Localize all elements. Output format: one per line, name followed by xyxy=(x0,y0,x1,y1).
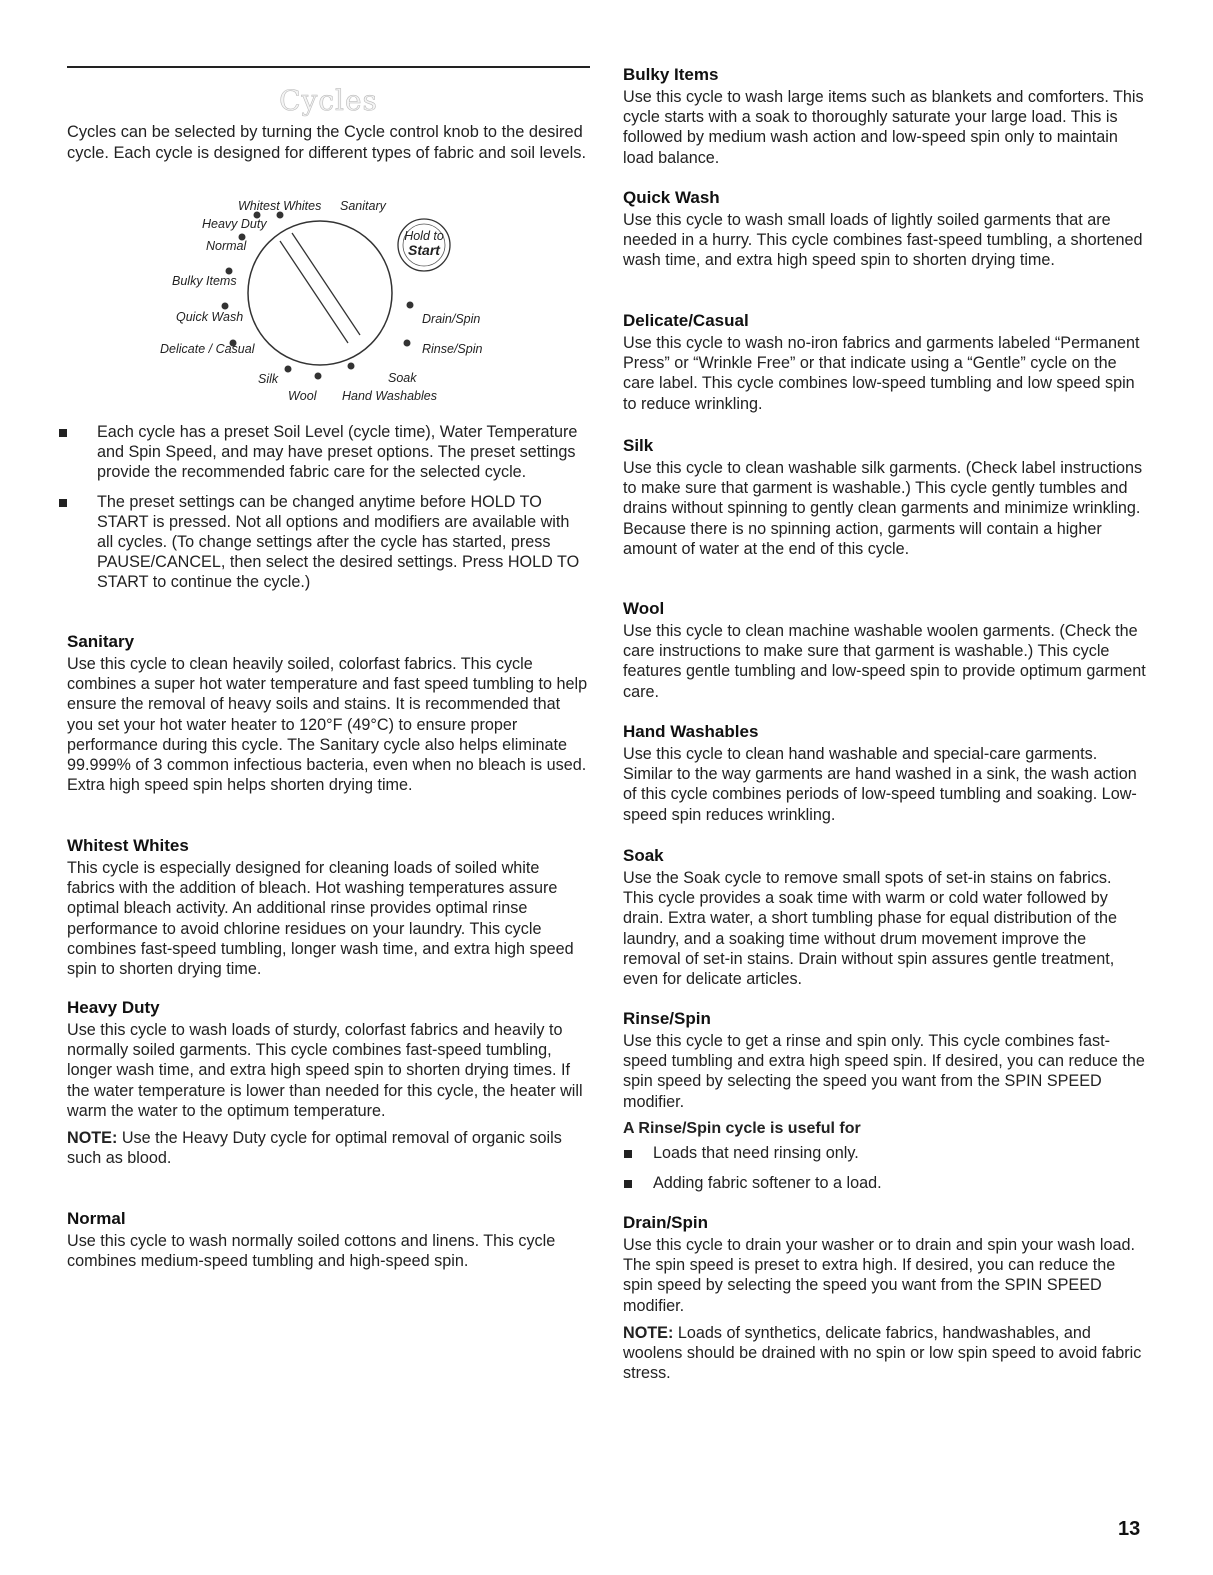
section-heading: Delicate/Casual xyxy=(623,311,749,330)
section-quick-wash xyxy=(623,187,1146,271)
note-label: NOTE: xyxy=(67,1129,118,1148)
hold-to-label: Hold to xyxy=(404,229,444,243)
start-label: Start xyxy=(408,242,440,258)
dial-label-delicate-casual: Delicate / Casual xyxy=(160,342,255,356)
intro-paragraph: Cycles can be selected by turning the Cycle control knob to the desired cycle. Each cycle is designed for different types of fabric and soil levels. xyxy=(67,123,586,162)
section-body: Use this cycle to drain your washer or to drain and spin your wash load. The spin speed is preset to extra high. If desired, you can reduce the spin speed by selecting the speed you want from the SPIN SPEED modifier. xyxy=(623,1236,1135,1315)
bullet-icon xyxy=(59,429,67,437)
section-heading: Normal xyxy=(67,1209,126,1228)
bullet-icon xyxy=(59,499,67,507)
section-body: Use the Soak cycle to remove small spots of set-in stains on fabrics. This cycle provides a soak time with warm or cold water followed by drain. Extra water, a short tumbling phase for equal distribution of the laundry, and a soaking time without drum movement improve the removal of set-in stains. Drain without spin assures gentle treatment, even for delicate articles. xyxy=(623,869,1117,989)
list-item: The preset settings can be changed anytime before HOLD TO START is pressed. Not all options and modifiers are available with all cycles. (To change settings after the cycle has started, press PAUSE/CANCEL, then select the desired settings. Press HOLD TO START to continue the cycle.) xyxy=(57,492,590,593)
section-hand-washables xyxy=(623,721,1146,825)
section-body: Use this cycle to clean washable silk garments. (Check label instructions to make sure that garment is washable.) This cycle gently tumbles and drains without spinning to gently clean garments and minimize wrinkling. Because there is no spinning action, garments will contain a higher amount of water at the end of this cycle. xyxy=(623,459,1143,558)
section-heading: Sanitary xyxy=(67,632,135,651)
page-title: Cycles xyxy=(279,84,378,117)
section-heading: Silk xyxy=(623,436,654,455)
list-item: Adding fabric softener to a load. xyxy=(623,1173,1146,1193)
dial-label-soak: Soak xyxy=(388,371,417,385)
dial-label-drain-spin: Drain/Spin xyxy=(422,312,481,326)
section-body: Use this cycle to wash normally soiled cottons and linens. This cycle combines medium-speed tumbling and high-speed spin. xyxy=(67,1232,556,1271)
dial-label-hand-washables: Hand Washables xyxy=(342,389,437,403)
section-heading: Quick Wash xyxy=(623,188,720,207)
section-delicate-casual xyxy=(623,310,1146,414)
section-heavy-duty xyxy=(67,997,590,1168)
dial-label-heavy-duty: Heavy Duty xyxy=(202,217,267,231)
dial-label-normal: Normal xyxy=(206,239,247,253)
section-soak xyxy=(623,845,1146,989)
section-rinse-spin xyxy=(623,1008,1146,1203)
section-body: Use this cycle to wash loads of sturdy, colorfast fabrics and heavily to normally soiled garments. This cycle combines fast-speed tumbling, longer wash time, and extra high speed spin to shorten drying times. If the water temperature is lower than needed for this cycle, the heater will warm the water to the optimum temperature. xyxy=(67,1021,583,1120)
section-body: This cycle is especially designed for cleaning loads of soiled white fabrics with the addition of bleach. Hot washing temperatures assure optimal bleach activity. An additional rinse provides optimal rinse performance to avoid chlorine residues on your laundry. This cycle combines fast-speed tumbling, longer wash time, and extra high speed spin to shorten drying time. xyxy=(67,859,574,979)
section-note: NOTE: Loads of synthetics, delicate fabrics, handwashables, and woolens should be drained with no spin or low spin speed to avoid fabric stress. xyxy=(623,1323,1142,1383)
section-bulky-items xyxy=(623,64,1146,168)
section-drain-spin xyxy=(623,1212,1146,1383)
section-sanitary xyxy=(67,631,590,795)
section-normal xyxy=(67,1208,590,1271)
section-body: Use this cycle to wash small loads of lightly soiled garments that are needed in a hurry. This cycle combines fast-speed tumbling, a shortened wash time, and extra high speed spin to shorten drying time. xyxy=(623,211,1143,270)
page-number: 13 xyxy=(1118,1518,1141,1540)
section-heading: Rinse/Spin xyxy=(623,1009,711,1028)
bullet-icon xyxy=(624,1150,632,1158)
list-item: Each cycle has a preset Soil Level (cycle time), Water Temperature and Spin Speed, and may have preset options. The preset settings provide the recommended fabric care for the selected cycle. xyxy=(57,422,590,483)
dial-label-whitest-whites: Whitest Whites xyxy=(238,199,322,213)
dial-label-silk: Silk xyxy=(258,372,279,386)
section-heading: Hand Washables xyxy=(623,722,759,741)
section-body: Use this cycle to wash no-iron fabrics and garments labeled “Permanent Press” or “Wrinkle Free” or that indicate using a “Gentle” cycle on the care label. This cycle combines low-speed tumbling and low speed spin to reduce wrinkling. xyxy=(623,334,1140,413)
section-subheading: A Rinse/Spin cycle is useful for xyxy=(623,1119,861,1137)
section-silk xyxy=(623,435,1146,559)
section-body: Use this cycle to clean heavily soiled, colorfast fabrics. This cycle combines a super hot water temperature and fast speed tumbling to help ensure the removal of heavy soils and stains. It is recommended that you set your hot water heater to 120°F (49°C) to ensure proper performance during this cycle. The Sanitary cycle also helps eliminate 99.999% of 3 common infectious bacteria, even when no bleach is used. Extra high speed spin helps shorten drying time. xyxy=(67,655,588,795)
note-label: NOTE: xyxy=(623,1323,674,1342)
section-body: Use this cycle to wash large items such as blankets and comforters. This cycle starts with a soak to thoroughly saturate your large load. This is followed by medium wash action and low-speed spin only to maintain load balance. xyxy=(623,88,1144,167)
section-body: Use this cycle to clean machine washable woolen garments. (Check the care instructions to make sure that garment is washable.) This cycle features gentle tumbling and low-speed spin to provide optimum garment care. xyxy=(623,622,1146,701)
dial-label-bulky-items: Bulky Items xyxy=(172,274,237,288)
section-heading: Soak xyxy=(623,846,664,865)
section-body: Use this cycle to get a rinse and spin only. This cycle combines fast-speed tumbling and extra high speed spin. If desired, you can reduce the spin speed by selecting the speed you want from the SPIN SPEED modifier. xyxy=(623,1032,1145,1111)
cycle-notes-list xyxy=(57,422,590,602)
dial-label-rinse-spin: Rinse/Spin xyxy=(422,342,483,356)
dial-label-wool: Wool xyxy=(288,389,317,403)
bullet-icon xyxy=(624,1180,632,1188)
section-heading: Heavy Duty xyxy=(67,998,160,1017)
dial-label-quick-wash: Quick Wash xyxy=(176,310,244,324)
list-item: Loads that need rinsing only. xyxy=(623,1143,1146,1163)
section-note: NOTE: Use the Heavy Duty cycle for optimal removal of organic soils such as blood. xyxy=(67,1129,562,1168)
dial-label-sanitary: Sanitary xyxy=(340,199,386,213)
section-heading: Wool xyxy=(623,599,665,618)
cycle-knob xyxy=(248,221,392,365)
section-body: Use this cycle to clean hand washable and special-care garments. Similar to the way garments are hand washed in a sink, the wash action of this cycle combines periods of low-speed tumbling and soaking. Low-speed spin reduces wrinkling. xyxy=(623,745,1137,824)
section-heading: Drain/Spin xyxy=(623,1213,709,1232)
section-whitest-whites xyxy=(67,835,590,979)
section-heading: Bulky Items xyxy=(623,65,719,84)
cycle-dial-diagram xyxy=(150,193,510,408)
section-heading: Whitest Whites xyxy=(67,836,189,855)
top-rule xyxy=(67,66,590,68)
section-wool xyxy=(623,598,1146,702)
rinse-spin-uses-list xyxy=(623,1143,1146,1193)
